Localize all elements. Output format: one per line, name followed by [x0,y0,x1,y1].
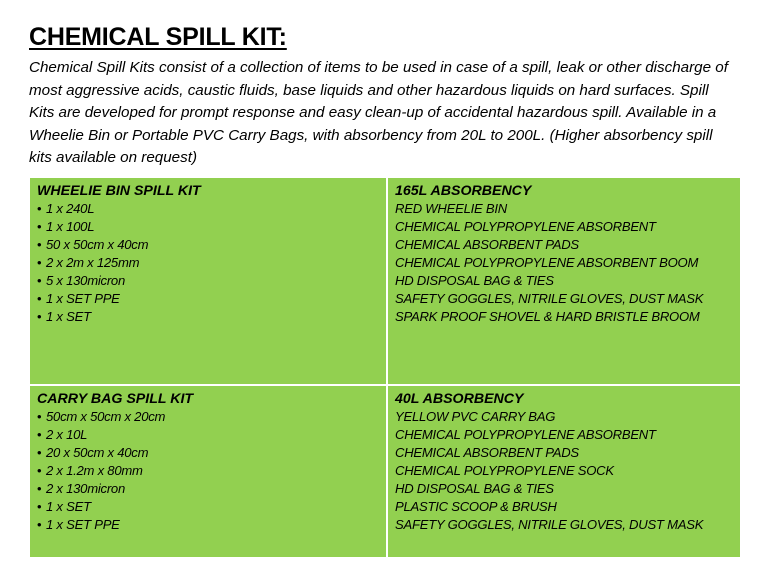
content-item: YELLOW PVC CARRY BAG [395,409,556,424]
content-item: CHEMICAL ABSORBENT PADS [395,445,579,460]
absorbency-label: 165L ABSORBENCY [395,183,532,199]
content-item: CHEMICAL POLYPROPYLENE ABSORBENT [395,427,656,442]
quantity-item: • 2 x 10L [37,426,379,444]
spill-kit-table [28,176,742,559]
table-row-carry-bag [29,385,741,558]
table-row-wheelie-bin [29,177,741,385]
intro-paragraph: Chemical Spill Kits consist of a collection of items to be used in case of a spill, leak or other discharge of most aggressive acids, caustic fluids, base liquids and other hazardous liquids on hard surfaces. Spill Kits are developed for prompt response and easy clean-up of accidental hazardous spill. Available in a Wheelie Bin or Portable PVC Carry Bags, with absorbency from 20L to 200L. (Higher absorbency spill kits available on request) [29,59,728,167]
quantity-item: • 5 x 130micron [37,272,379,290]
quantity-item: • 2 x 130micron [37,480,379,498]
content-item: SAFETY GOGGLES, NITRILE GLOVES, DUST MASK [395,517,704,532]
content-item: CHEMICAL POLYPROPYLENE ABSORBENT BOOM [395,255,699,270]
quantity-item: • 1 x SET [37,308,379,326]
content-item: CHEMICAL POLYPROPYLENE SOCK [395,463,614,478]
page-title: CHEMICAL SPILL KIT: [29,23,287,51]
quantity-item: • 2 x 1.2m x 80mm [37,462,379,480]
quantity-item: • 1 x SET PPE [37,290,379,308]
quantity-item: • 1 x 100L [37,218,379,236]
quantity-item: • 1 x SET [37,498,379,516]
quantity-list [37,200,379,326]
quantity-item: • 50cm x 50cm x 20cm [37,408,379,426]
content-item: CHEMICAL ABSORBENT PADS [395,237,579,252]
contents-list [395,408,733,534]
quantity-item: • 50 x 50cm x 40cm [37,236,379,254]
content-item: RED WHEELIE BIN [395,201,507,216]
content-item: CHEMICAL POLYPROPYLENE ABSORBENT [395,219,656,234]
content-item: HD DISPOSAL BAG & TIES [395,273,554,288]
kit-quantities-cell [29,385,387,558]
kit-name: WHEELIE BIN SPILL KIT [37,183,201,199]
quantity-item: • 1 x SET PPE [37,516,379,534]
absorbency-label: 40L ABSORBENCY [395,391,524,407]
kit-name: CARRY BAG SPILL KIT [37,391,194,407]
quantity-list [37,408,379,534]
quantity-item: • 20 x 50cm x 40cm [37,444,379,462]
content-item: PLASTIC SCOOP & BRUSH [395,499,557,514]
content-item: HD DISPOSAL BAG & TIES [395,481,554,496]
kit-contents-cell [387,385,741,558]
quantity-item: • 1 x 240L [37,200,379,218]
contents-list [395,200,733,326]
content-item: SAFETY GOGGLES, NITRILE GLOVES, DUST MASK [395,291,704,306]
content-item: SPARK PROOF SHOVEL & HARD BRISTLE BROOM [395,309,700,324]
quantity-item: • 2 x 2m x 125mm [37,254,379,272]
kit-quantities-cell [29,177,387,385]
kit-contents-cell [387,177,741,385]
